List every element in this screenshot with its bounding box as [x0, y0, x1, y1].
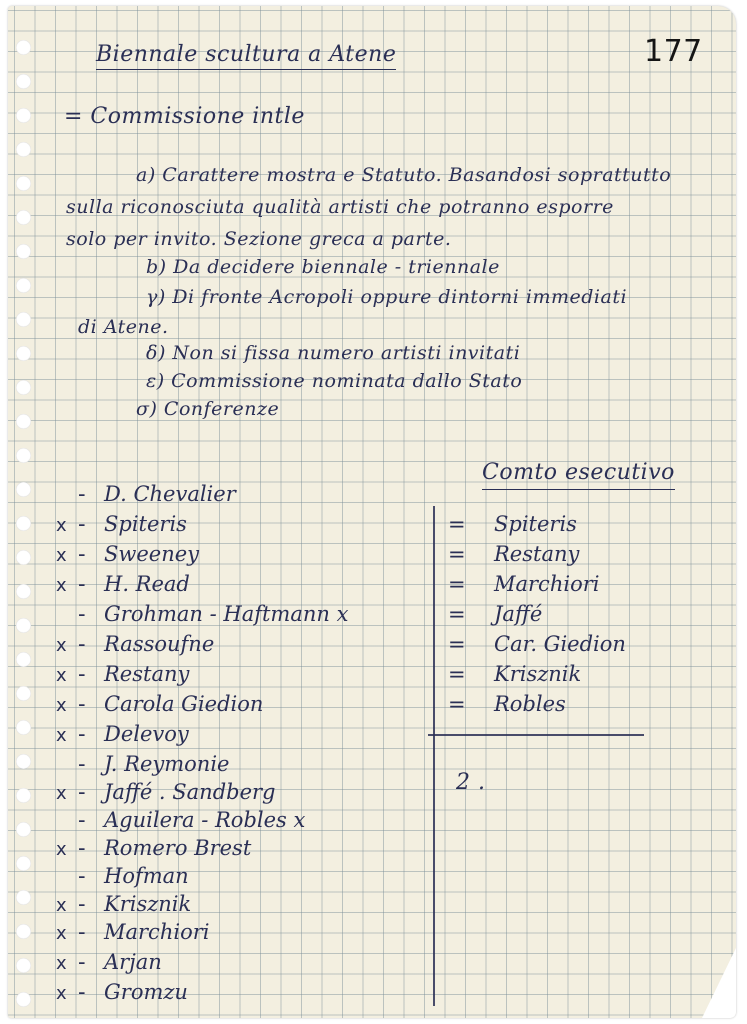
point-line: b) Da decidere biennale - triennale: [146, 256, 500, 278]
point-line: δ) Non si fissa numero artisti invitati: [146, 342, 521, 364]
member-dash: -: [78, 662, 86, 686]
executive-eq: =: [448, 632, 466, 656]
executive-name: Car. Giedion: [494, 632, 626, 656]
punch-hole: [16, 448, 31, 463]
column-divider: [433, 506, 435, 1006]
member-name: Arjan: [104, 950, 162, 974]
member-name: Delevoy: [104, 722, 189, 746]
punch-hole: [16, 414, 31, 429]
executive-eq: =: [448, 572, 466, 596]
member-row: [56, 512, 187, 536]
member-row: [56, 722, 189, 746]
executive-name: Marchiori: [494, 572, 600, 596]
punch-hole: [16, 584, 31, 599]
point-line: ε) Commissione nominata dallo Stato: [146, 370, 523, 392]
member-name: Carola Giedion: [104, 692, 264, 716]
punch-hole: [16, 176, 31, 191]
member-name: Jaffé . Sandberg: [104, 780, 276, 804]
member-mark: x: [56, 695, 67, 716]
member-dash: -: [78, 602, 86, 626]
punch-hole: [16, 278, 31, 293]
member-mark: x: [56, 725, 67, 746]
member-name: Grohman - Haftmann x: [104, 602, 349, 626]
punch-hole: [16, 74, 31, 89]
punch-hole: [16, 40, 31, 55]
member-dash: -: [78, 482, 86, 506]
executive-underline: [428, 734, 644, 736]
member-row: [56, 482, 236, 506]
executive-eq: =: [448, 662, 466, 686]
page-number: 177: [644, 34, 703, 69]
punch-hole: [16, 108, 31, 123]
member-dash: -: [78, 572, 86, 596]
member-row: [56, 542, 199, 566]
executive-heading: Comto esecutivo: [482, 460, 675, 490]
member-mark: x: [56, 983, 67, 1004]
member-name: Marchiori: [104, 920, 210, 944]
executive-eq: =: [448, 692, 466, 716]
member-row: [56, 780, 276, 804]
punch-hole: [16, 958, 31, 973]
member-dash: -: [78, 864, 86, 888]
member-dash: -: [78, 836, 86, 860]
member-dash: -: [78, 752, 86, 776]
notebook-page: [8, 6, 736, 1018]
member-mark: x: [56, 635, 67, 656]
member-name: Sweeney: [104, 542, 200, 566]
punch-hole: [16, 142, 31, 157]
point-line: solo per invito. Sezione greca a parte.: [66, 228, 452, 250]
torn-corner: [702, 948, 736, 1018]
member-row: [56, 836, 251, 860]
executive-row: [448, 602, 542, 626]
member-dash: -: [78, 892, 86, 916]
member-dash: -: [78, 980, 86, 1004]
member-row: [56, 662, 189, 686]
commission-heading: = Commissione intle: [64, 104, 305, 129]
member-name: H. Read: [104, 572, 190, 596]
executive-row: [448, 572, 599, 596]
punch-hole: [16, 788, 31, 803]
member-row: [56, 892, 191, 916]
member-name: Krisznik: [104, 892, 192, 916]
member-row: [56, 920, 209, 944]
executive-eq: =: [448, 512, 466, 536]
member-mark: x: [56, 665, 67, 686]
member-mark: x: [56, 895, 67, 916]
executive-row: [448, 512, 577, 536]
executive-row: [448, 542, 579, 566]
member-dash: -: [78, 632, 86, 656]
member-name: J. Reymonie: [104, 752, 230, 776]
executive-name: Krisznik: [494, 662, 582, 686]
punch-hole: [16, 924, 31, 939]
member-dash: -: [78, 512, 86, 536]
point-line: γ) Di fronte Acropoli oppure dintorni immediati: [146, 286, 628, 308]
punch-hole: [16, 686, 31, 701]
punch-hole: [16, 346, 31, 361]
member-name: Romero Brest: [104, 836, 252, 860]
member-name: Hofman: [104, 864, 189, 888]
executive-name: Spiteris: [494, 512, 577, 536]
punch-hole: [16, 890, 31, 905]
note-two: 2 .: [456, 770, 486, 795]
member-dash: -: [78, 950, 86, 974]
executive-name: Restany: [494, 542, 580, 566]
member-row: [56, 950, 162, 974]
punch-hole: [16, 856, 31, 871]
point-line: a) Carattere mostra e Statuto. Basandosi soprattutto: [136, 164, 672, 186]
member-mark: x: [56, 515, 67, 536]
member-name: Restany: [104, 662, 190, 686]
member-name: Aguilera - Robles x: [104, 808, 306, 832]
member-dash: -: [78, 542, 86, 566]
executive-name: Robles: [494, 692, 566, 716]
punch-hole: [16, 550, 31, 565]
punch-hole: [16, 244, 31, 259]
member-dash: -: [78, 780, 86, 804]
point-line: sulla riconosciuta qualità artisti che potranno esporre: [66, 196, 614, 218]
punch-hole: [16, 754, 31, 769]
member-name: D. Chevalier: [104, 482, 236, 506]
member-dash: -: [78, 692, 86, 716]
point-line: di Atene.: [78, 316, 169, 338]
punch-hole: [16, 312, 31, 327]
member-name: Gromzu: [104, 980, 188, 1004]
point-line: σ) Conferenze: [136, 398, 280, 420]
executive-row: [448, 692, 566, 716]
executive-row: [448, 662, 581, 686]
executive-name: Jaffé: [494, 602, 543, 626]
punch-hole: [16, 618, 31, 633]
punch-hole: [16, 380, 31, 395]
punch-hole: [16, 482, 31, 497]
punch-hole: [16, 720, 31, 735]
member-name: Spiteris: [104, 512, 187, 536]
member-dash: -: [78, 722, 86, 746]
member-row: [56, 572, 190, 596]
punch-hole: [16, 652, 31, 667]
executive-eq: =: [448, 542, 466, 566]
punch-hole: [16, 822, 31, 837]
member-row: [56, 752, 229, 776]
member-mark: x: [56, 839, 67, 860]
member-dash: -: [78, 808, 86, 832]
member-dash: -: [78, 920, 86, 944]
page-title: Biennale scultura a Atene: [96, 42, 396, 70]
member-row: [56, 632, 214, 656]
executive-row: [448, 632, 626, 656]
punch-hole: [16, 210, 31, 225]
member-mark: x: [56, 923, 67, 944]
member-name: Rassoufne: [104, 632, 215, 656]
punch-hole: [16, 992, 31, 1007]
member-row: [56, 808, 305, 832]
member-row: [56, 864, 189, 888]
member-mark: x: [56, 783, 67, 804]
member-mark: x: [56, 953, 67, 974]
member-row: [56, 980, 188, 1004]
member-mark: x: [56, 545, 67, 566]
punch-hole: [16, 516, 31, 531]
member-mark: x: [56, 575, 67, 596]
executive-eq: =: [448, 602, 466, 626]
member-row: [56, 692, 263, 716]
member-row: [56, 602, 348, 626]
